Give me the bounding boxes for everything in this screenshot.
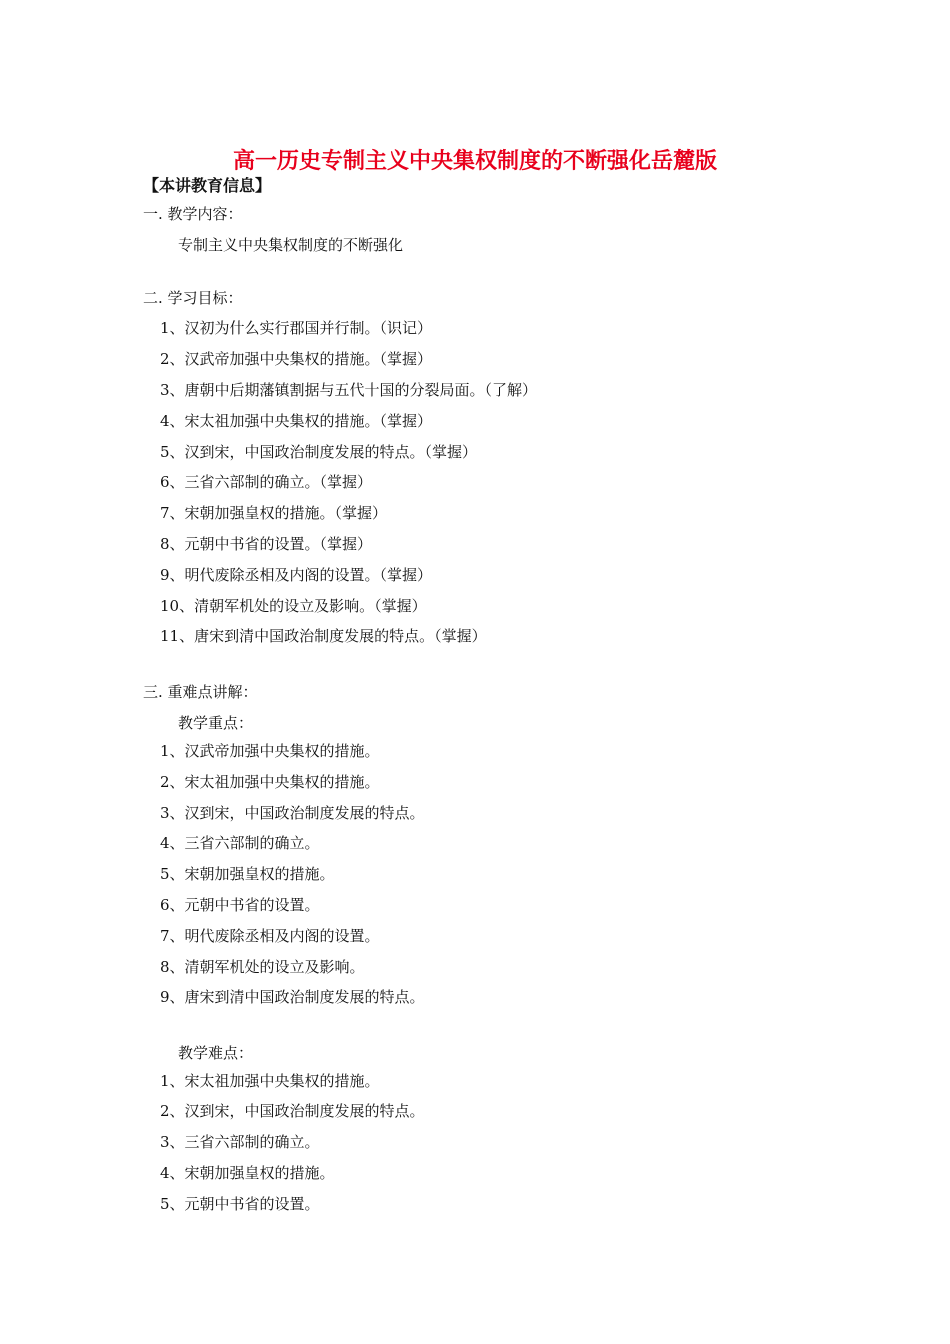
list-item: 2、宋太祖加强中央集权的措施。: [160, 773, 380, 791]
list-item: 11、唐宋到清中国政治制度发展的特点。（掌握）: [160, 627, 487, 645]
list-item: 5、宋朝加强皇权的措施。: [160, 865, 335, 883]
list-item: 4、宋朝加强皇权的措施。: [160, 1164, 335, 1182]
difficult-points-label: 教学难点：: [178, 1044, 254, 1062]
list-item: 1、汉武帝加强中央集权的措施。: [160, 742, 380, 760]
list-item: 3、唐朝中后期藩镇割据与五代十国的分裂局面。（了解）: [160, 381, 538, 399]
section-heading-content: 一. 教学内容：: [143, 205, 243, 223]
section-content-text: 专制主义中央集权制度的不断强化: [178, 236, 404, 254]
list-item: 2、汉武帝加强中央集权的措施。（掌握）: [160, 350, 433, 368]
list-item: 2、汉到宋，中国政治制度发展的特点。: [160, 1102, 425, 1120]
list-item: 1、汉初为什么实行郡国并行制。（识记）: [160, 319, 433, 337]
info-header: 【本讲教育信息】: [143, 176, 272, 195]
list-item: 7、宋朝加强皇权的措施。（掌握）: [160, 504, 388, 522]
list-item: 9、唐宋到清中国政治制度发展的特点。: [160, 988, 425, 1006]
list-item: 3、汉到宋，中国政治制度发展的特点。: [160, 804, 425, 822]
list-item: 9、明代废除丞相及内阁的设置。（掌握）: [160, 566, 433, 584]
list-item: 10、清朝军机处的设立及影响。（掌握）: [160, 597, 427, 615]
section-heading-key-difficult: 三. 重难点讲解：: [143, 683, 258, 701]
list-item: 5、元朝中书省的设置。: [160, 1195, 320, 1213]
list-item: 5、汉到宋，中国政治制度发展的特点。（掌握）: [160, 443, 478, 461]
list-item: 6、元朝中书省的设置。: [160, 896, 320, 914]
key-points-label: 教学重点：: [178, 714, 254, 732]
section-heading-objectives: 二. 学习目标：: [143, 289, 243, 307]
list-item: 8、元朝中书省的设置。（掌握）: [160, 535, 373, 553]
list-item: 8、清朝军机处的设立及影响。: [160, 958, 365, 976]
list-item: 3、三省六部制的确立。: [160, 1133, 320, 1151]
list-item: 1、宋太祖加强中央集权的措施。: [160, 1072, 380, 1090]
list-item: 4、三省六部制的确立。: [160, 834, 320, 852]
document-title: 高一历史专制主义中央集权制度的不断强化岳麓版: [232, 149, 717, 174]
list-item: 7、明代废除丞相及内阁的设置。: [160, 927, 380, 945]
list-item: 6、三省六部制的确立。（掌握）: [160, 473, 373, 491]
list-item: 4、宋太祖加强中央集权的措施。（掌握）: [160, 412, 433, 430]
